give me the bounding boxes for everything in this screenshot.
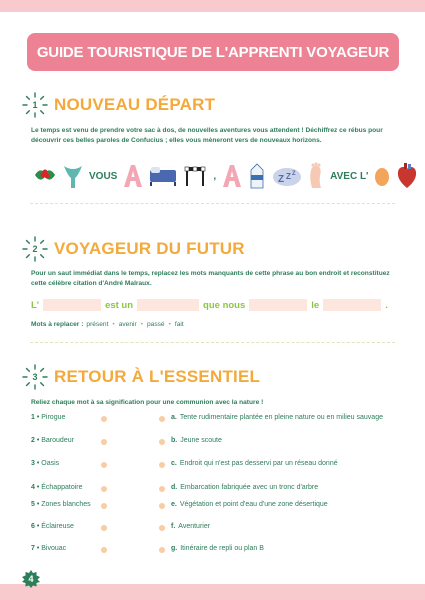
foot-icon — [307, 162, 325, 190]
match-right-item: c. Endroit qui n'est pas desservi par un réseau donné — [171, 460, 338, 467]
match-right-item: e. Végétation et point d'eau d'une zone désertique — [171, 501, 328, 508]
svg-text:Z: Z — [286, 172, 292, 181]
bullet: • — [112, 321, 115, 328]
fish-tail-icon — [62, 162, 84, 190]
rebus-strip — [30, 158, 421, 194]
section-number: 1 — [32, 100, 38, 110]
egg-icon — [373, 164, 391, 188]
section-divider — [30, 203, 395, 204]
match-left-item: 2 • Baroudeur — [31, 437, 74, 444]
svg-text:Z: Z — [278, 174, 285, 185]
match-dot-left[interactable] — [101, 503, 107, 509]
letter-a-icon — [122, 163, 144, 189]
page-number: 4 — [28, 574, 34, 584]
section-2-header — [22, 236, 245, 262]
match-left-item: 5 • Zones blanches — [31, 501, 91, 508]
blank-slot[interactable] — [323, 299, 381, 311]
match-left-item: 6 • Éclaireuse — [31, 523, 74, 530]
section-1-intro: Le temps est venu de prendre votre sac à dos, de nouvelles aventures vous attendent ! Déchiffrez ce rébus pour découvrir ces belles paroles de Confucius ; elles vous mèneront vers de nouveaux horizons. — [31, 127, 383, 144]
blank-slot[interactable] — [137, 299, 199, 311]
milk-carton-icon — [247, 162, 267, 190]
match-left-item: 7 • Bivouac — [31, 545, 67, 552]
match-right-item: a. Tente rudimentaire plantée en pleine nature ou en milieu sauvage — [171, 414, 383, 421]
match-left-item: 1 • Pirogue — [31, 414, 66, 421]
hurdle-icon — [182, 164, 208, 188]
section-number: 3 — [32, 372, 38, 382]
quote-part: est un — [105, 299, 134, 311]
section-2-intro: Pour un saut immédiat dans le temps, replacez les mots manquants de cette phrase au bon endroit et reconstituez cette célèbre citation d'André Malraux. — [31, 270, 390, 287]
section-number: 2 — [32, 244, 38, 254]
match-dot-left[interactable] — [101, 439, 107, 445]
rebus-word: AVEC L' — [330, 170, 369, 182]
match-dot-right[interactable] — [159, 525, 165, 531]
page-title-banner — [27, 33, 399, 71]
match-right-item: f. Aventurier — [171, 523, 211, 530]
words-label: Mots à replacer : — [31, 321, 84, 328]
bullet: • — [168, 321, 171, 328]
word-option: fait — [174, 321, 184, 328]
match-left-item: 3 • Oasis — [31, 460, 60, 467]
rebus-word: VOUS — [89, 170, 118, 182]
section-1-badge — [22, 92, 48, 118]
rebus-word: , — [213, 170, 217, 182]
bottom-pink-band — [0, 584, 425, 600]
quote-part: le — [311, 299, 320, 311]
section-title: RETOUR À L'ESSENTIEL — [54, 367, 261, 386]
top-pink-band — [0, 0, 425, 12]
match-dot-right[interactable] — [159, 416, 165, 422]
section-3-badge — [22, 364, 48, 390]
heart-organ-icon — [395, 162, 419, 190]
page-number-badge — [22, 570, 40, 588]
section-title: VOYAGEUR DU FUTUR — [54, 239, 245, 258]
svg-text:Z: Z — [292, 171, 296, 177]
section-3-header — [22, 364, 260, 390]
section-2-badge — [22, 236, 48, 262]
section-title: NOUVEAU DÉPART — [54, 95, 216, 114]
match-dot-left[interactable] — [101, 462, 107, 468]
blank-slot[interactable] — [43, 299, 101, 311]
page-title: GUIDE TOURISTIQUE DE L'APPRENTI VOYAGEUR — [36, 43, 390, 61]
blank-slot[interactable] — [249, 299, 307, 311]
match-dot-right[interactable] — [159, 503, 165, 509]
bed-icon — [148, 164, 178, 188]
match-dot-left[interactable] — [101, 525, 107, 531]
match-dot-left[interactable] — [101, 547, 107, 553]
match-dot-right[interactable] — [159, 439, 165, 445]
word-option: avenir — [118, 321, 137, 328]
section-3-intro: Reliez chaque mot à sa signification pour une communion avec la nature ! — [31, 399, 264, 406]
match-dot-right[interactable] — [159, 547, 165, 553]
match-dot-left[interactable] — [101, 486, 107, 492]
match-left-item: 4 • Échappatoire — [31, 484, 83, 491]
quote-part: . — [385, 299, 388, 311]
word-option: présent — [86, 321, 109, 328]
quote-part: L' — [31, 299, 40, 311]
holly-icon — [32, 163, 58, 189]
match-right-item: d. Embarcation fabriquée avec un tronc d'arbre — [171, 484, 319, 491]
bullet: • — [140, 321, 143, 328]
match-right-item: g. Itinéraire de repli ou plan B — [171, 545, 264, 552]
letter-a-icon — [221, 163, 243, 189]
section-divider — [30, 342, 395, 343]
quote-fill-in — [31, 299, 388, 311]
sleep-zzz-icon — [271, 164, 303, 188]
words-to-place — [31, 321, 184, 328]
quote-part: que nous — [203, 299, 246, 311]
match-right-item: b. Jeune scoute — [171, 437, 222, 444]
match-dot-right[interactable] — [159, 462, 165, 468]
section-1-header — [22, 92, 215, 118]
match-dot-left[interactable] — [101, 416, 107, 422]
match-dot-right[interactable] — [159, 486, 165, 492]
word-option: passé — [147, 321, 165, 328]
